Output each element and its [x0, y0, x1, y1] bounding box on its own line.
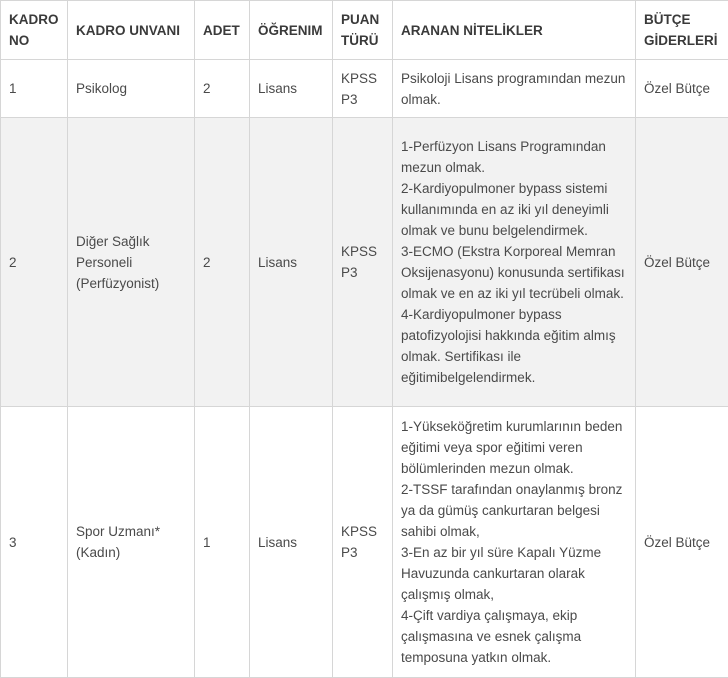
table-row: [1, 60, 728, 118]
table-header: [1, 1, 728, 60]
cell-aranan-nitelikler: [393, 118, 636, 407]
cell-kadro-no: 3: [1, 407, 68, 678]
header-ogrenim: ÖĞRENIM: [250, 1, 333, 60]
table-body: [1, 60, 728, 678]
header-adet: ADET: [195, 1, 250, 60]
header-kadro-no: KADRO NO: [1, 1, 68, 60]
table-row: [1, 407, 728, 678]
cell-butce: Özel Bütçe: [636, 118, 728, 407]
cell-puan-turu: KPSS P3: [333, 118, 393, 407]
requirement-line: 2-TSSF tarafından onaylanmış bronz ya da gümüş cankurtaran belgesi sahibi olmak,: [401, 479, 627, 542]
header-row: [1, 1, 728, 60]
cell-ogrenim: Lisans: [250, 407, 333, 678]
table-row: [1, 118, 728, 407]
header-butce-giderleri: BÜTÇE GİDERLERİ: [636, 1, 728, 60]
cell-ogrenim: Lisans: [250, 60, 333, 118]
cell-kadro-unvani: Diğer Sağlık Personeli (Perfüzyonist): [68, 118, 195, 407]
requirement-line: 1-Yükseköğretim kurumlarının beden eğitimi veya spor eğitimi veren bölümlerinden mezun olmak.: [401, 416, 627, 479]
requirement-line: 2-Kardiyopulmoner bypass sistemi kullanımında en az iki yıl deneyimli olmak ve bunu belgelendirmek.: [401, 178, 627, 241]
cell-adet: 2: [195, 118, 250, 407]
cell-aranan-nitelikler: [393, 407, 636, 678]
header-puan-turu: PUAN TÜRÜ: [333, 1, 393, 60]
cell-butce: Özel Bütçe: [636, 407, 728, 678]
cell-kadro-unvani: Spor Uzmanı* (Kadın): [68, 407, 195, 678]
requirement-line: 4-Kardiyopulmoner bypass patofizyolojisi hakkında eğitim almış olmak. Sertifikası ile eğitimibelgelendirmek.: [401, 304, 627, 388]
cell-kadro-unvani: Psikolog: [68, 60, 195, 118]
header-kadro-unvani: KADRO UNVANI: [68, 1, 195, 60]
cell-puan-turu: KPSS P3: [333, 407, 393, 678]
requirement-line: Psikoloji Lisans programından mezun olmak.: [401, 68, 627, 110]
cell-ogrenim: Lisans: [250, 118, 333, 407]
cell-butce: Özel Bütçe: [636, 60, 728, 118]
requirement-line: 1-Perfüzyon Lisans Programından mezun olmak.: [401, 136, 627, 178]
cell-aranan-nitelikler: [393, 60, 636, 118]
cell-adet: 1: [195, 407, 250, 678]
requirement-line: 3-En az bir yıl süre Kapalı Yüzme Havuzunda cankurtaran olarak çalışmış olmak,: [401, 542, 627, 605]
cell-adet: 2: [195, 60, 250, 118]
cell-kadro-no: 1: [1, 60, 68, 118]
cell-puan-turu: KPSS P3: [333, 60, 393, 118]
requirement-line: 4-Çift vardiya çalışmaya, ekip çalışmasına ve esnek çalışma temposuna yatkın olmak.: [401, 605, 627, 668]
requirement-line: 3-ECMO (Ekstra Korporeal Memran Oksijenasyonu) konusunda sertifikası olmak ve en az iki yıl tecrübeli olmak.: [401, 241, 627, 304]
cell-kadro-no: 2: [1, 118, 68, 407]
header-aranan-nitelikler: ARANAN NİTELİKLER: [393, 1, 636, 60]
